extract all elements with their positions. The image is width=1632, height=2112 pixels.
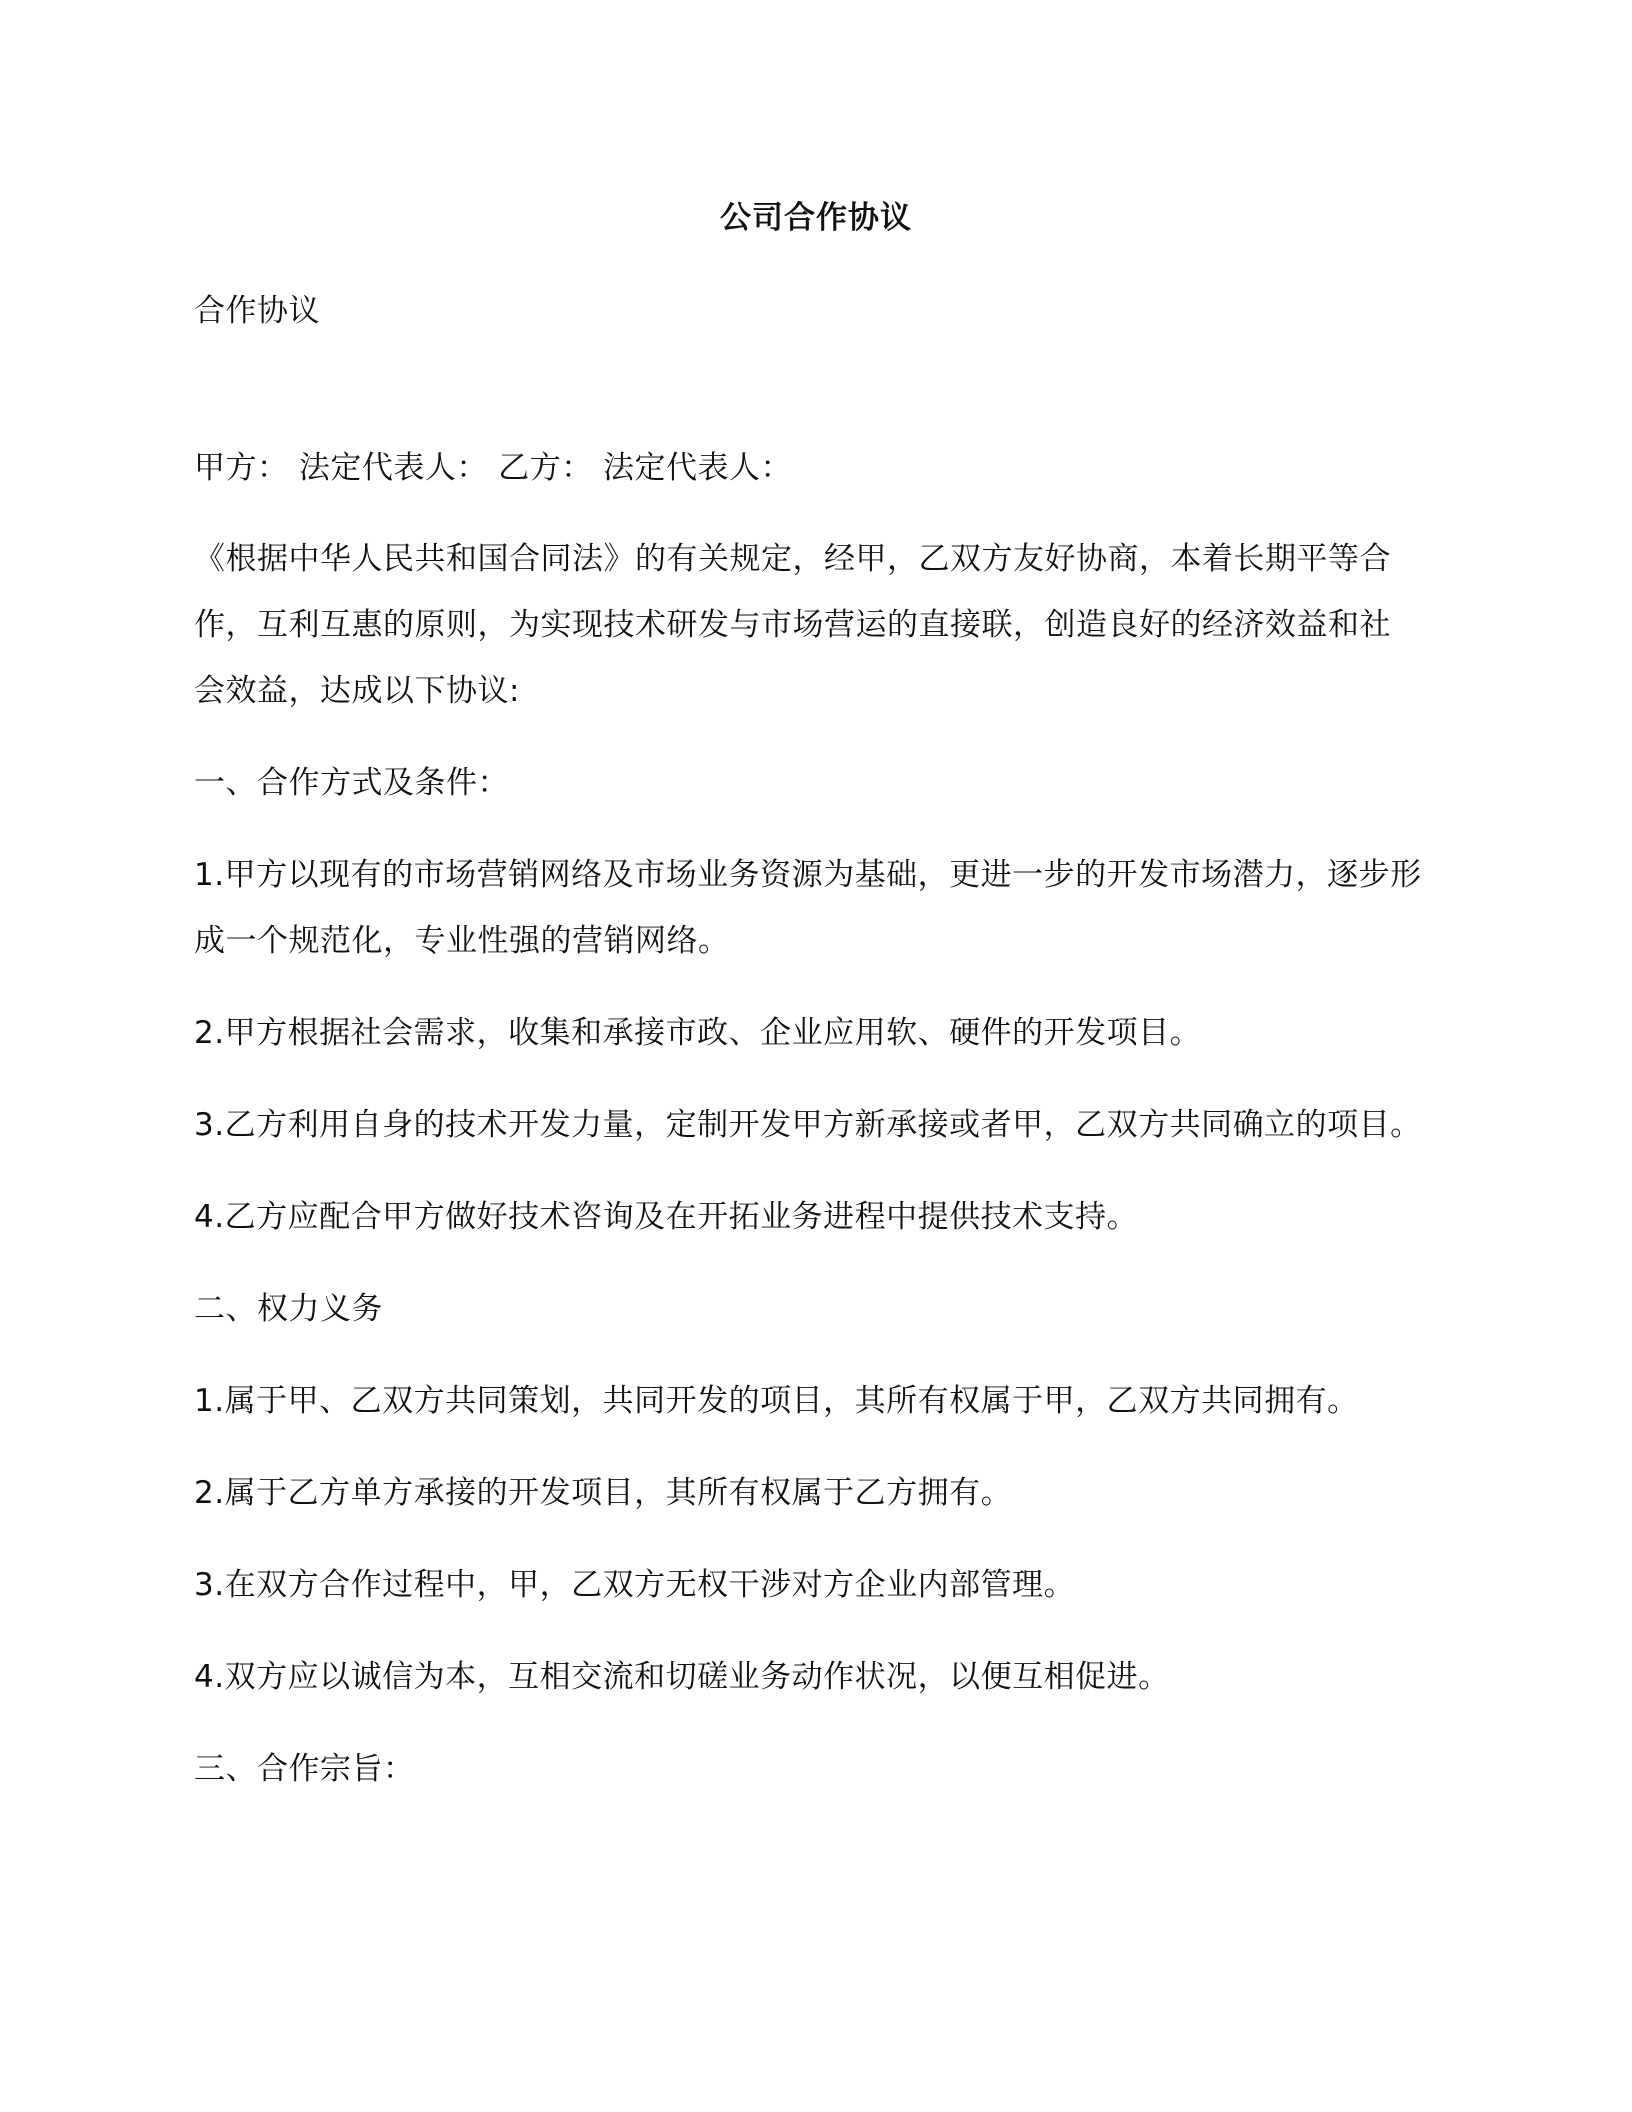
section-1-heading: 一、合作方式及条件：: [194, 765, 509, 801]
section-2-heading: 二、权力义务: [194, 1291, 383, 1327]
preamble-line-3: 会效益，达成以下协议:: [194, 673, 520, 709]
section-2-item-1: 1.属于甲、乙双方共同策划，共同开发的项目，其所有权属于甲，乙双方共同拥有。: [194, 1383, 1359, 1419]
document-title: 公司合作协议: [720, 200, 912, 236]
section-2-item-4: 4.双方应以诚信为本，互相交流和切磋业务动作状况，以便互相促进。: [194, 1659, 1170, 1695]
section-1-item-1-line-1: 1.甲方以现有的市场营销网络及市场业务资源为基础，更进一步的开发市场潜力，逐步形: [194, 857, 1422, 893]
preamble-line-2: 作，互利互惠的原则，为实现技术研发与市场营运的直接联，创造良好的经济效益和社: [194, 607, 1391, 643]
section-1-item-3: 3.乙方利用自身的技术开发力量，定制开发甲方新承接或者甲，乙双方共同确立的项目。: [194, 1107, 1422, 1143]
document-subtitle: 合作协议: [194, 293, 320, 329]
section-2-item-2: 2.属于乙方单方承接的开发项目，其所有权属于乙方拥有。: [194, 1475, 1013, 1511]
section-3-heading: 三、合作宗旨：: [194, 1751, 415, 1787]
section-2-item-3: 3.在双方合作过程中，甲，乙双方无权干涉对方企业内部管理。: [194, 1567, 1076, 1603]
section-1-item-2: 2.甲方根据社会需求，收集和承接市政、企业应用软、硬件的开发项目。: [194, 1015, 1202, 1051]
parties-line: 甲方： 法定代表人： 乙方： 法定代表人：: [194, 450, 793, 486]
preamble-line-1: 《根据中华人民共和国合同法》的有关规定，经甲，乙双方友好协商，本着长期平等合: [194, 541, 1391, 577]
section-1-item-1-line-2: 成一个规范化，专业性强的营销网络。: [194, 923, 730, 959]
section-1-item-4: 4.乙方应配合甲方做好技术咨询及在开拓业务进程中提供技术支持。: [194, 1199, 1139, 1235]
